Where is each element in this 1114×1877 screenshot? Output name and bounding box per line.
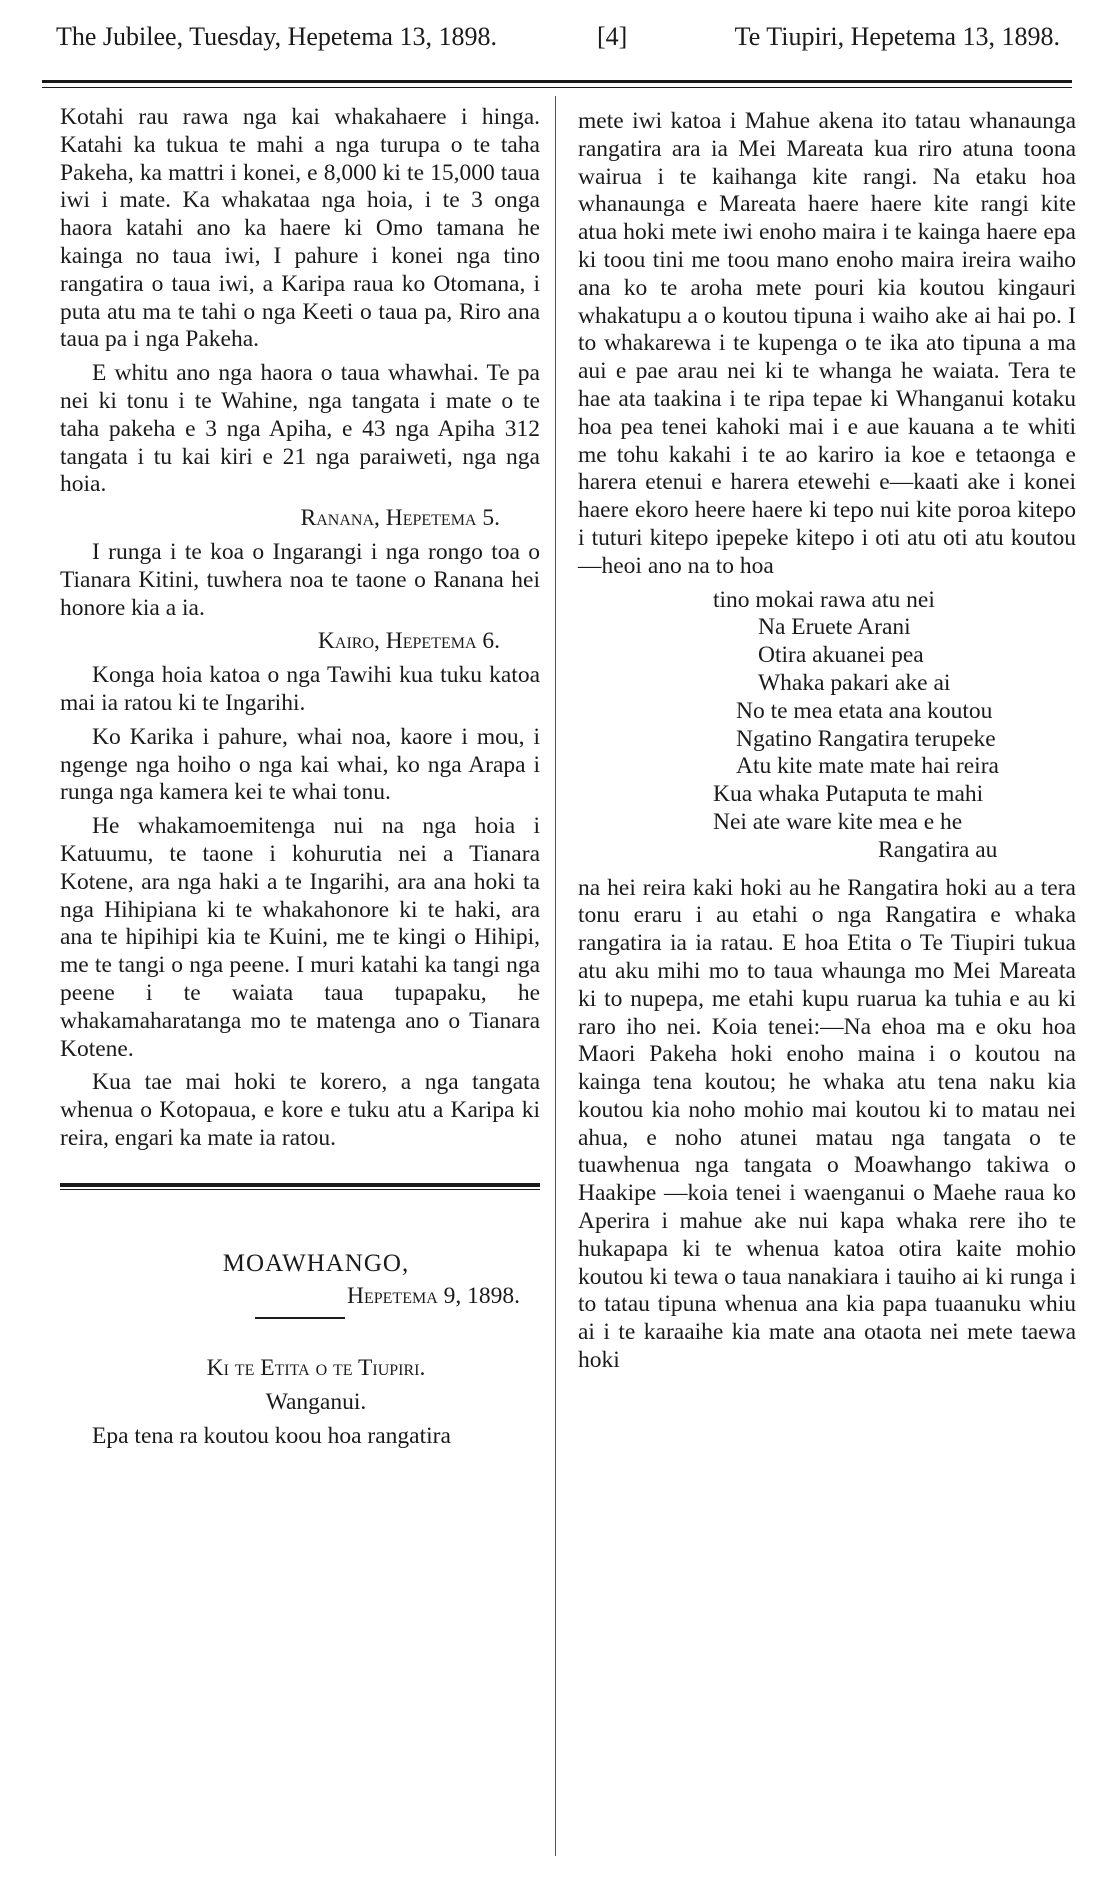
poem bbox=[578, 587, 1076, 865]
header-right-title: Te Tiupiri, Hepetema 13, 1898. bbox=[734, 22, 1060, 51]
letter-place: Wanganui. bbox=[265, 1389, 367, 1416]
page-header bbox=[42, 22, 1074, 62]
paragraph: Kotahi rau rawa nga kai whakahaere i hinga. Katahi ka tukua te mahi a nga turupa o te taha Pakeha, ka mattri i konei, e 8,000 ki te 15,000 taua iwi i mate. Ka whakataa nga hoia, i te 3 onga haora katahi ano ka haere ki Omo tamana he kainga no taua iwi, I pahure i konei nga tino rangatira o taua iwi, a Karipa raua ko Otomana, i puta atu ma te tahi o nga Keeti o taua pa, Riro ana taua pa i nga Pakeha. bbox=[60, 104, 540, 353]
column-divider bbox=[555, 96, 556, 1856]
poem-line: Otira akuanei pea bbox=[758, 642, 924, 669]
letter-caption: Ki te Etita o te Tiupiri. bbox=[206, 1355, 426, 1382]
paragraph: Konga hoia katoa o nga Tawihi kua tuku katoa mai ia ratou ki te Ingarihi. bbox=[60, 662, 540, 716]
paragraph: I runga i te koa o Ingarangi i nga rongo toa o Tianara Kitini, tuwhera noa te taone o Ranana hei honore kia a ia. bbox=[60, 538, 540, 621]
poem-line: Rangatira au bbox=[878, 836, 998, 863]
paragraph: mete iwi katoa i Mahue akena ito tatau whanaunga rangatira ara ia Mei Mareata kua riro atuna toona wairua i te kaihanga kite rangi. Na etaku hoa whanaunga e Mareata haere haere kite rangi kite atua hoki mete iwi enoho maira i te kainga haere epa ki toou tini me toou mano enoho maira ireira waiho ana ko te aroha mete pouri kia koutou kingauri whakatupu a o koutou tipuna i waiho ake ai hai po. I to whakarewa i te kupenga o te ika ato tipuna a ma aui e pae arau nei ki te whanga he waiata. Tera te hae ata taakina i te ripa tepae ki Whanganui kotaku hoa pea tenei kahoki mai i e aue kauana a te whiti me tohu kakahi i te ao kariro ia koe e tetaonga e harera etenui e harera etewehi e—kaati ake i konei haere ekoro heere haere ki tepo nui kite poroa kitepo i tuturi kitepo ipepeke kitepo i oti atu oti atu koutou—heoi ano na to hoa bbox=[578, 108, 1076, 579]
header-left-title: The Jubilee, Tuesday, Hepetema 13, 1898. bbox=[56, 22, 497, 51]
header-rule-thin bbox=[42, 87, 1072, 88]
short-rule bbox=[255, 1317, 345, 1319]
right-column bbox=[578, 108, 1076, 1381]
poem-line: tino mokai rawa atu nei bbox=[713, 586, 935, 613]
poem-line: Na Eruete Arani bbox=[758, 614, 911, 641]
poem-line: Nei ate ware kite mea e he bbox=[713, 808, 963, 835]
paragraph: E whitu ano nga haora o taua whawhai. Te pa nei ki tonu i te Wahine, nga tangata i mate o te taha pakeha e 3 nga Apiha, e 43 nga Apiha 312 tangata i tu kai kiri e 21 nga paraiweti, nga nga hoia. bbox=[60, 360, 540, 498]
paragraph: na hei reira kaki hoki au he Rangatira hoki au a tera tonu eraru i au etahi o nga Rangatira e whaka rangatira ia ia ratau. E hoa Etita o Te Tiupiri tukua atu aku mihi mo to taua whaunga mo Mei Mareata ki to nupepa, me etahi kupu ruarua ka tuhia e au ki raro iho nei. Koia tenei:—Na ehoa ma e oku hoa Maori Pakeha hoki enoho maina i o koutou na kainga tena koutou; he whaka atu tena naku kia koutou kia noho mohio mai koutou ki to matau nei ahua, e noho atunei matau nga tangata o te tuawhenua nga tangata o Moawhango takiwa o Haakipe —koia tenei i waenganui o Maehe raua ko Aperira i mahue ake nui kapa whaka rere iho te hukapapa ki te whenua katoa otira kaite mohio koutou ki tewa o taua nanakiara i tauiho ai ki runga i to tatau tipuna whenua ana kia papa tuaanuku whiu ai i te karaaihe kia mate ana otaota nei mete taewa hoki bbox=[578, 874, 1076, 1374]
poem-line: Ngatino Rangatira terupeke bbox=[736, 725, 996, 752]
section-rule bbox=[60, 1183, 540, 1187]
paragraph: Kua tae mai hoki te korero, a nga tangata whenua o Kotopaua, e kore e tuku atu a Karipa ki reira, engari ka mate ia ratou. bbox=[60, 1069, 540, 1151]
left-column bbox=[60, 104, 540, 1457]
poem-line: No te mea etata ana koutou bbox=[736, 697, 993, 724]
dateline: Kairo, Hepetema 6. bbox=[317, 628, 500, 655]
section-date: Hepetema 9, 1898. bbox=[347, 1283, 520, 1310]
header-rule bbox=[42, 80, 1072, 83]
paragraph: Epa tena ra koutou koou hoa rangatira bbox=[92, 1422, 451, 1449]
poem-line: Kua whaka Putaputa te mahi bbox=[713, 781, 984, 808]
paragraph: Ko Karika i pahure, whai noa, kaore i mou, i ngenge nga hoiho o nga kai whai, ko nga Arapa i runga nga kamera kei te whai tonu. bbox=[60, 723, 540, 806]
poem-line: Whaka pakari ake ai bbox=[758, 669, 951, 696]
page-number: [4] bbox=[597, 22, 628, 51]
section-title: MOAWHANGO, bbox=[222, 1249, 410, 1277]
section-rule-thin bbox=[60, 1189, 540, 1190]
dateline: Ranana, Hepetema 5. bbox=[300, 505, 500, 532]
poem-line: Atu kite mate mate hai reira bbox=[736, 753, 999, 780]
paragraph: He whakamoemitenga nui na nga hoia i Katuumu, te taone i kohurutia nei a Tianara Kotene, ara nga haki a te Ingarihi, ara ana hoki ta nga Hihipiana ki te whakahonore ki te haki, ara ana te hipihipi kia te Kuini, me te kingi o Hihipi, me te tangi o nga peene. I muri katahi ka tangi nga peene i te waiata taua tupapaku, he whakamaharatanga mo te matenga ano o Tianara Kotene. bbox=[60, 813, 540, 1062]
